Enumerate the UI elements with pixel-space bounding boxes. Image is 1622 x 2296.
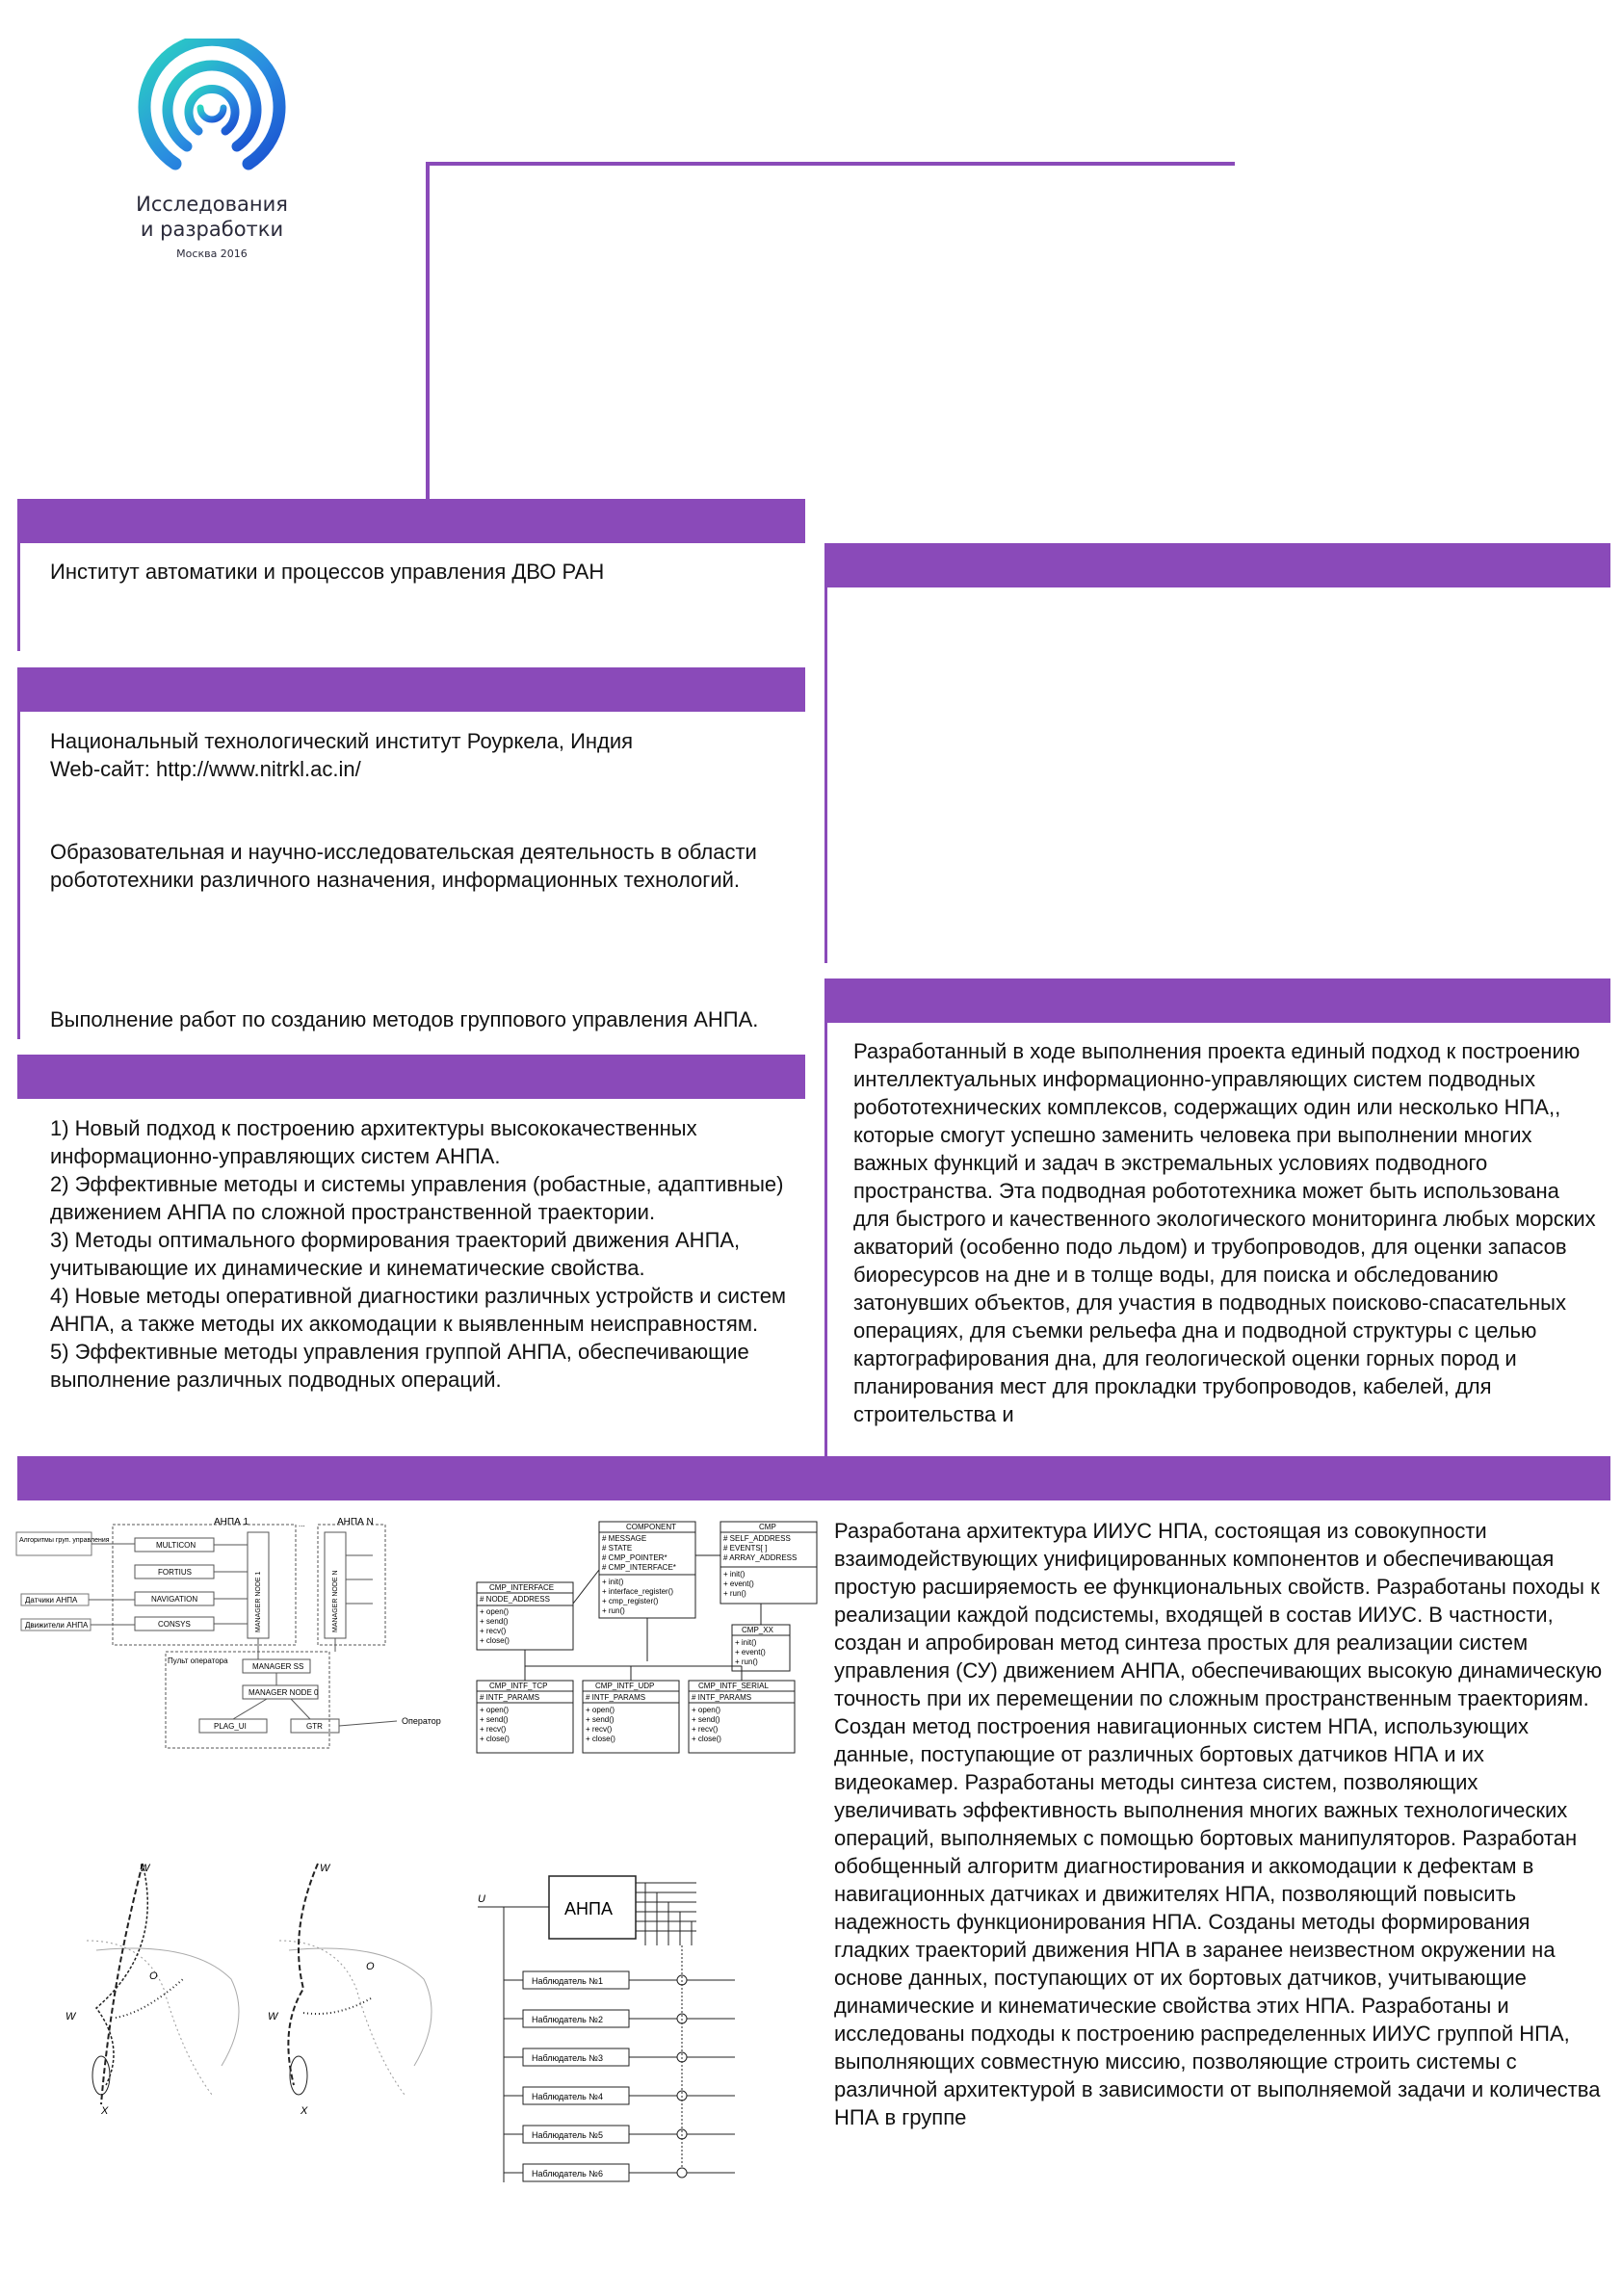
operator-label: Оператор: [402, 1716, 441, 1726]
input-label: U: [478, 1893, 485, 1905]
plag-label: PLAG_UI: [214, 1722, 247, 1731]
uml-line: + close(): [692, 1735, 721, 1743]
observer-label: Наблюдатель №6: [532, 2169, 603, 2179]
anpan-label: АНПА N: [337, 1517, 374, 1527]
logo-line2: и разработки: [140, 218, 284, 241]
uml-line: # INTF_PARAMS: [692, 1693, 752, 1702]
traj-label: W: [320, 1863, 330, 1874]
org2-name: Национальный технологический институт Роуркела, Индия: [50, 729, 634, 753]
application-text: Разработанный в ходе выполнения проекта единый подход к построению интеллектуальных информационно-управляющих систем подводных робототехнических комплексов, содержащих один или несколько НПА,, которые смогут успешно заменить человека при выполнении многих важных функций и задач в экстремальных условиях подводного пространства. Эта подводная робототехника может быть использована для быстрого и качественного экологического мониторинга любых морских акваторий (особенно подо льдом) и трубопроводов, для оценки запасов биоресурсов на дне и в толще воды, для поиска и обследованию затонувших объектов, для участия в подводных поисково-спасательных операциях, для съемки рельефа дна и подводной структуры с целью картографирования дна, для геологической оценки горных пород и планирования мест для прокладки трубопроводов, кабелей, для строительства и: [853, 1039, 1596, 1426]
uml-line: + close(): [480, 1636, 510, 1645]
ss-label: MANAGER SS: [252, 1662, 304, 1671]
block-label: FORTIUS: [158, 1568, 192, 1577]
uml-figure: [472, 1517, 828, 1762]
observer-figure: [470, 1859, 802, 2201]
main-block-label: АНПА: [564, 1899, 613, 1918]
trajectory-plot-left: [65, 1863, 239, 2117]
traj-label: W: [268, 2011, 278, 2022]
uml-line: + init(): [723, 1570, 746, 1578]
collab-text: Выполнение работ по созданию методов группового управления АНПА.: [50, 1007, 759, 1031]
uml-line: CMP: [759, 1523, 776, 1531]
uml-line: + init(): [735, 1638, 757, 1647]
uml-cmp-box: [720, 1522, 817, 1604]
gtr-label: GTR: [306, 1722, 323, 1731]
summary-text: Разработана архитектура ИИУС НПА, состоящая из совокупности взаимодействующих унифицированных компонентов и обеспечивающая простую расширяемость ее функциональных свойств. Разработаны походы к реализации каждой подсистемы, входящей в состав ИИУС. В частности, создан и апробирован метод синтеза простых для реализации систем управления (СУ) движением АНПА, обеспечивающих высокую динамическую точность при их перемещении по сложным пространственным траекториям. Создан метод построения навигационных систем НПА, использующих данные, поступающие от различных бортовых датчиков НПА и их видеокамер. Разработаны методы синтеза систем, позволяющих увеличивать эффективность выполнения многих важных технологических операций, выполняемых с помощью бортовых манипуляторов. Разработан обобщенный алгоритм диагностирования и аккомодации к дефектам в навигационных датчиках и движителях НПА, позволяющий повысить надежность функционирования НПА. Созданы методы формирования гладких траекторий движения НПА в заранее неизвестном окружении на основе данных, поступающих от их бортовых датчиков, учитывающие динамические и кинематические свойства этих НПА. Разработаны и исследованы подходы к построению распределенных ИИУС группой НПА, выполняющих совместную миссию, позволяющие строить системы с различной архитектурой в зависимости от выполняемой задачи и количества НПА в группе: [834, 1519, 1603, 2129]
dots-label: ...: [299, 1520, 305, 1528]
uml-line: + send(): [480, 1617, 509, 1626]
uml-line: CMP_XX: [742, 1626, 773, 1634]
uml-line: + interface_register(): [602, 1587, 674, 1596]
node1-label: MANAGER NODE 1: [255, 1571, 262, 1632]
trajectory-figure: [58, 1854, 443, 2133]
anpa1-label: АНПА 1: [214, 1517, 249, 1527]
uml-line: # STATE: [602, 1544, 633, 1552]
observer-block: [504, 2126, 735, 2143]
uml-line: + run(): [735, 1657, 758, 1666]
uml-line: # INTF_PARAMS: [480, 1693, 540, 1702]
uml-line: + run(): [723, 1589, 746, 1598]
section-bar-application: [824, 978, 1610, 1023]
observer-block: [504, 1971, 735, 1989]
block-label: NAVIGATION: [151, 1595, 198, 1604]
activity-text: Образовательная и научно-исследовательская деятельность в области робототехники различного назначения, информационных технологий.: [50, 840, 757, 892]
uml-line: # ARRAY_ADDRESS: [723, 1553, 798, 1562]
section-bar-results: [17, 1055, 805, 1099]
results-item: 5) Эффективные методы управления группой АНПА, обеспечивающие выполнение различных подводных операций.: [50, 1340, 749, 1392]
uml-line: # INTF_PARAMS: [586, 1693, 646, 1702]
uml-line: + cmp_register(): [602, 1597, 659, 1605]
section-bar-org1: [17, 499, 805, 543]
observer-block: [504, 2048, 735, 2066]
observer-label: Наблюдатель №1: [532, 1976, 603, 1986]
uml-line: + send(): [586, 1715, 615, 1724]
uml-line: + close(): [480, 1735, 510, 1743]
observer-block: [504, 2010, 735, 2027]
uml-line: + run(): [602, 1606, 625, 1615]
uml-udp-box: [583, 1681, 679, 1753]
section-border-application: [824, 1023, 827, 1456]
section-bar-bottom: [17, 1456, 1610, 1500]
observer-block: [504, 2087, 735, 2104]
node0-label: MANAGER NODE 0: [249, 1688, 319, 1697]
traj-label: W: [65, 2011, 76, 2022]
noden-label: MANAGER NODE N: [332, 1570, 339, 1632]
algo-label: Алгоритмы груп. управления: [19, 1537, 110, 1544]
results-list: [50, 1114, 792, 1394]
uml-line: # NODE_ADDRESS: [480, 1595, 550, 1604]
results-item: 3) Методы оптимального формирования траекторий движения АНПА, учитывающие их динамические и кинематические свойства.: [50, 1228, 741, 1280]
uml-line: + send(): [480, 1715, 509, 1724]
section-border-org2: [17, 712, 20, 1039]
uml-line: CMP_INTF_UDP: [595, 1682, 655, 1690]
uml-line: + open(): [692, 1706, 721, 1714]
section-bar-right-top: [824, 543, 1610, 587]
block-label: MULTICON: [156, 1541, 196, 1550]
uml-line: + event(): [723, 1579, 754, 1588]
observer-label: Наблюдатель №3: [532, 2053, 603, 2063]
uml-line: + close(): [586, 1735, 615, 1743]
section-border-right-top: [824, 587, 827, 963]
uml-line: # CMP_POINTER*: [602, 1553, 667, 1562]
org2-site: Web-сайт: http://www.nitrkl.ac.in/: [50, 757, 361, 781]
uml-line: + event(): [735, 1648, 766, 1657]
traj-label: X: [101, 2105, 109, 2117]
trajectory-plot-right: [268, 1863, 432, 2117]
section-border-org1: [17, 543, 20, 651]
uml-interface-box: [477, 1582, 573, 1650]
logo-line1: Исследования: [136, 193, 288, 216]
observer-label: Наблюдатель №2: [532, 2015, 603, 2024]
traj-label: X: [301, 2105, 308, 2117]
console-label: Пульт оператора: [168, 1657, 228, 1665]
logo-rings-icon: [116, 39, 308, 193]
traj-label: O: [366, 1961, 375, 1972]
uml-tcp-box: [477, 1681, 573, 1753]
title-frame-left: [426, 162, 430, 499]
observer-label: Наблюдатель №4: [532, 2092, 603, 2101]
logo: [116, 39, 308, 270]
architecture-figure: [12, 1517, 459, 1758]
uml-line: # MESSAGE: [602, 1534, 647, 1543]
sensors-label: Датчики АНПА: [25, 1596, 78, 1605]
results-item: 2) Эффективные методы и системы управления (робастные, адаптивные) движением АНПА по сложной пространственной траектории.: [50, 1172, 784, 1224]
uml-line: COMPONENT: [626, 1523, 676, 1531]
uml-line: CMP_INTERFACE: [489, 1583, 555, 1592]
traj-label: W: [140, 1863, 150, 1874]
motors-label: Движители АНПА: [25, 1621, 89, 1630]
uml-line: + open(): [586, 1706, 615, 1714]
uml-component-box: [599, 1522, 695, 1618]
section-bar-org2: [17, 667, 805, 712]
uml-line: + recv(): [480, 1627, 507, 1635]
uml-line: + init(): [602, 1578, 624, 1586]
uml-line: CMP_INTF_TCP: [489, 1682, 548, 1690]
uml-line: + open(): [480, 1706, 510, 1714]
observer-label: Наблюдатель №5: [532, 2130, 603, 2140]
title-frame-top: [426, 162, 1235, 166]
traj-label: O: [149, 1970, 158, 1982]
uml-cmpxx-box: [732, 1625, 790, 1671]
results-item: 4) Новые методы оперативной диагностики различных устройств и систем АНПА, а также методы их аккомодации к выявленным неисправностям.: [50, 1284, 787, 1336]
observer-block: [504, 2164, 735, 2181]
uml-line: + recv(): [692, 1725, 719, 1734]
uml-line: # SELF_ADDRESS: [723, 1534, 791, 1543]
uml-line: + open(): [480, 1607, 510, 1616]
uml-line: # EVENTS[ ]: [723, 1544, 768, 1552]
uml-line: + send(): [692, 1715, 720, 1724]
block-label: CONSYS: [158, 1620, 191, 1629]
uml-line: # CMP_INTERFACE*: [602, 1563, 676, 1572]
logo-line3: Москва 2016: [176, 248, 248, 260]
org1-text: Институт автоматики и процессов управления ДВО РАН: [50, 560, 605, 584]
uml-serial-box: [689, 1681, 795, 1753]
results-item: 1) Новый подход к построению архитектуры высококачественных информационно-управляющих систем АНПА.: [50, 1116, 697, 1168]
uml-line: CMP_INTF_SERIAL: [698, 1682, 769, 1690]
uml-line: + recv(): [586, 1725, 613, 1734]
uml-line: + recv(): [480, 1725, 507, 1734]
